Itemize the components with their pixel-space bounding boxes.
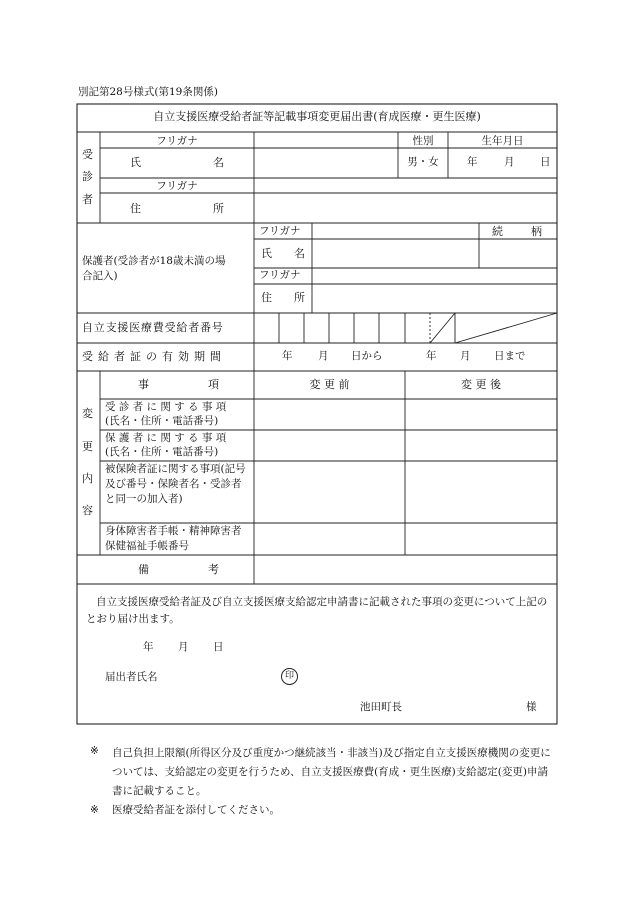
addressee: 池田町長	[360, 701, 402, 713]
changes-group-label-2: 更	[82, 440, 93, 453]
note1-mark: ※	[90, 745, 99, 757]
change-row1-line2: (氏名・住所・電話番号)	[105, 415, 219, 427]
guardian-name-label-1: 氏	[261, 247, 272, 260]
change-row2-line1: 保 護 者 に 関 す る 事 項	[105, 432, 227, 444]
patient-group-label-1: 受	[82, 148, 93, 161]
validity-to-month: 月	[460, 350, 471, 362]
birthdate-label: 生年月日	[481, 135, 524, 147]
patient-address-label-1: 住	[130, 202, 141, 215]
patient-address-label-2: 所	[213, 202, 224, 215]
honorific: 様	[526, 701, 537, 713]
validity-label: 受給者証の有効期間	[82, 350, 226, 363]
guardian-name-label-2: 名	[294, 247, 305, 260]
note2-mark: ※	[90, 804, 99, 816]
change-row3-text: 被保険者証に関する事項(記号及び番号・保険者名・受診者と同一の加入者)	[105, 463, 246, 505]
remarks-label-1: 備	[138, 563, 149, 576]
guardian-label-line2: 合記入)	[82, 270, 118, 282]
validity-from-month: 月	[318, 350, 329, 362]
form-title: 自立支援医療受給者証等記載事項変更届出書(育成医療・更生医療)	[153, 110, 481, 123]
declaration-day-unit: 日	[213, 641, 224, 653]
col-item-label-2: 項	[208, 378, 219, 391]
patient-name-label-2: 名	[213, 156, 224, 169]
change-row4-text: 身体障害者手帳・精神障害者保健福祉手帳番号	[105, 525, 242, 552]
birth-year-unit: 年	[467, 156, 478, 168]
guardian-label-line1: 保護者(受診者が18歳未満の場	[82, 255, 226, 267]
patient-furigana2-label: フリガナ	[156, 180, 198, 192]
validity-from-year: 年	[282, 350, 293, 362]
declaration-month-unit: 月	[178, 641, 189, 653]
patient-group-label-3: 者	[82, 193, 93, 206]
applicant-name-label: 届出者氏名	[105, 671, 158, 683]
sex-label: 性別	[412, 135, 434, 147]
form-id: 別記第28号様式(第19条関係)	[78, 86, 218, 98]
guardian-address-label-2: 所	[294, 291, 305, 304]
relation-label-2: 柄	[531, 225, 542, 238]
patient-furigana-label: フリガナ	[156, 135, 198, 147]
col-before-label: 変 更 前	[309, 378, 350, 391]
remarks-label-2: 考	[208, 563, 219, 576]
sex-value[interactable]: 男・女	[407, 156, 439, 168]
guardian-address-label-1: 住	[261, 291, 272, 304]
birth-day-unit: 日	[540, 156, 551, 168]
birth-month-unit: 月	[504, 156, 515, 168]
seal-mark: 印	[281, 668, 298, 685]
guardian-furigana2-label: フリガナ	[259, 269, 301, 281]
change-row2-line2: (氏名・住所・電話番号)	[105, 446, 219, 458]
validity-to-day: 日まで	[494, 350, 526, 362]
validity-to-year: 年	[426, 350, 437, 362]
guardian-furigana-label: フリガナ	[259, 225, 301, 237]
changes-group-label-3: 内	[82, 472, 93, 485]
patient-group-label-2: 診	[82, 170, 93, 183]
relation-label-1: 続	[492, 225, 503, 238]
note1-text: 自己負担上限額(所得区分及び重度かつ継続該当・非該当)及び指定自立支援医療機関の変更については、支給認定の変更を行うため、自立支援医療費(育成・更生医療)支給認定(変更)申請書に記載すること。	[112, 747, 551, 797]
declaration-year-unit: 年	[143, 641, 154, 653]
change-row1-line1: 受 診 者 に 関 す る 事 項	[105, 401, 227, 413]
patient-name-label-1: 氏	[130, 156, 141, 169]
col-item-label-1: 事	[138, 378, 149, 391]
changes-group-label-1: 変	[82, 407, 93, 420]
changes-group-label-4: 容	[82, 504, 93, 517]
recipient-number-label: 自立支援医療費受給者番号	[82, 321, 224, 334]
col-after-label: 変 更 後	[461, 378, 501, 391]
validity-from-day: 日から	[351, 350, 383, 362]
note2-text: 医療受給者証を添付してください。	[112, 804, 280, 816]
declaration-text: 自立支援医療受給者証及び自立支援医療支給認定申請書に記載された事項の変更について上記のとおり届け出ます。	[86, 596, 548, 625]
